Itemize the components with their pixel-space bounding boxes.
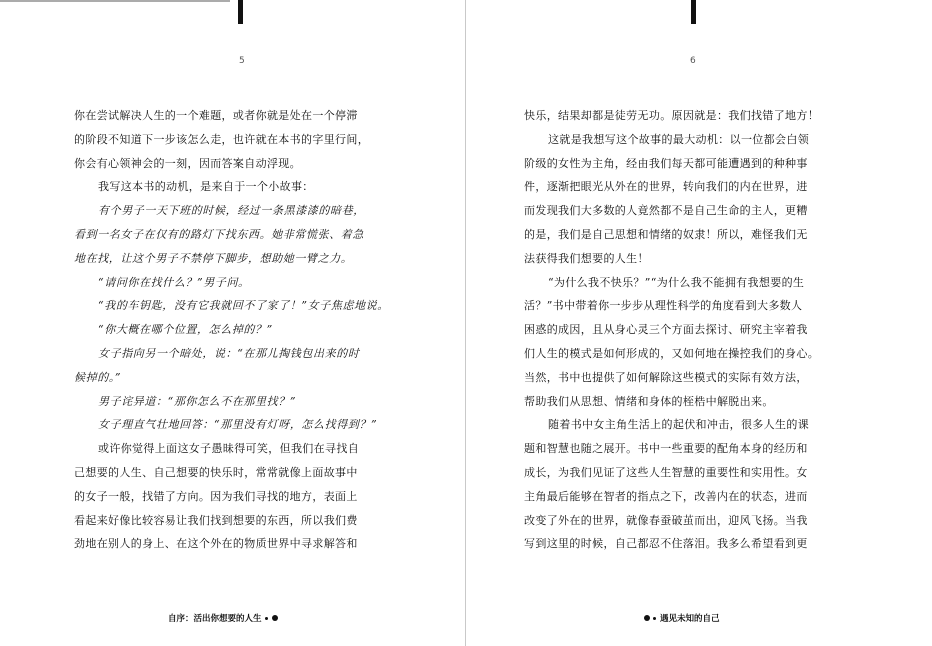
page-number: 6 [690,56,696,66]
text-line: 你会有心领神会的一刻，因而答案自动浮现。 [74,156,301,170]
text-line: 我写这本书的动机，是来自于一个小故事： [98,180,314,194]
text-line: “我的车钥匙，没有它我就回不了家了！”女子焦虑地说。 [98,299,389,313]
text-line: 题和智慧也随之展开。书中一些重要的配角本身的经历和 [524,442,808,456]
text-line: 有个男子一天下班的时候，经过一条黑漆漆的暗巷， [98,204,365,218]
running-footer [168,612,278,624]
text-line: 当然，书中也提供了如何解除这些模式的实际有效方法， [524,370,808,384]
page-number: 5 [239,56,245,66]
text-line: 的阶段不知道下一步该怎么走，也许就在本书的字里行间， [74,132,370,146]
text-line: “你大概在哪个位置，怎么掉的？” [98,323,273,337]
top-bookmark-mark [691,0,696,24]
footer-dot-icon [272,615,278,621]
text-line: 地在找，让这个男子不禁停下脚步，想助她一臂之力。 [74,251,353,265]
body-text [524,104,862,556]
text-line: 主角最后能够在智者的指点之下，改善内在的状态，进而 [524,489,808,503]
footer-dot-icon [644,615,650,621]
text-line: 阶级的女性为主角，经由我们每天都可能遭遇到的种种事 [524,156,808,170]
text-line: “请问你在找什么？”男子问。 [98,275,250,289]
footer-small-dot-icon [265,617,268,620]
text-line: 或许你觉得上面这女子愚昧得可笑，但我们在寻找自 [98,442,360,456]
text-line: 看到一名女子在仅有的路灯下找东西。她非常慌张、着急 [74,227,364,241]
text-line: 法获得我们想要的人生！ [524,251,649,265]
text-line: 帮助我们从思想、情绪和身体的桎梏中解脱出来。 [524,394,774,408]
text-line: 而发现我们大多数的人竟然都不是自己生命的主人，更糟 [524,204,808,218]
body-text [74,104,412,556]
right-page [466,0,932,646]
text-line: 写到这里的时候，自己都忍不住落泪。我多么希望看到更 [524,537,808,551]
top-bookmark-mark [238,0,243,24]
text-line: 你在尝试解决人生的一个难题，或者你就是处在一个停滞 [74,109,358,122]
text-line: 成长，为我们见证了这些人生智慧的重要性和实用性。女 [524,465,808,479]
text-line: 的是，我们是自己思想和情绪的奴隶！所以，难怪我们无 [524,227,808,241]
text-line: 候掉的。” [74,370,122,384]
text-line: 男子诧异道：“那你怎么不在那里找？” [98,394,297,408]
text-line: 活？”书中带着你一步步从理性科学的角度看到大多数人 [524,299,803,313]
text-line: 的女子一般，找错了方向。因为我们寻找的地方，表面上 [74,489,358,503]
text-line: 己想要的人生、自己想要的快乐时，常常就像上面故事中 [74,465,358,479]
footer-title: 自序：活出你想要的人生 [168,614,262,624]
text-line: 改变了外在的世界，就像春蚕破茧而出，迎风飞扬。当我 [524,513,808,527]
footer-title: 遇见未知的自己 [660,614,720,624]
text-line: 们人生的模式是如何形成的，又如何地在操控我们的身心。 [524,346,820,360]
top-edge-rule [0,0,230,2]
running-footer [644,612,720,624]
text-line: 女子指向另一个暗处，说：“在那儿掏钱包出来的时 [98,346,360,360]
text-line: 困惑的成因，且从身心灵三个方面去探讨、研究主宰着我 [524,323,808,337]
text-line: “为什么我不快乐？”“为什么我不能拥有我想要的生 [548,275,805,289]
text-line: 件，逐渐把眼光从外在的世界，转向我们的内在世界，进 [524,180,808,194]
text-line: 这就是我想写这个故事的最大动机：以一位都会白领 [548,132,810,146]
text-line: 女子理直气壮地回答：“那里没有灯呀，怎么找得到？” [98,418,378,432]
text-line: 随着书中女主角生活上的起伏和冲击，很多人生的课 [548,418,810,432]
text-line: 劲地在别人的身上、在这个外在的物质世界中寻求解答和 [74,537,358,551]
text-line: 快乐，结果却都是徒劳无功。原因就是：我们找错了地方！ [524,109,820,122]
text-line: 看起来好像比较容易让我们找到想要的东西，所以我们费 [74,513,358,527]
footer-small-dot-icon [653,617,656,620]
